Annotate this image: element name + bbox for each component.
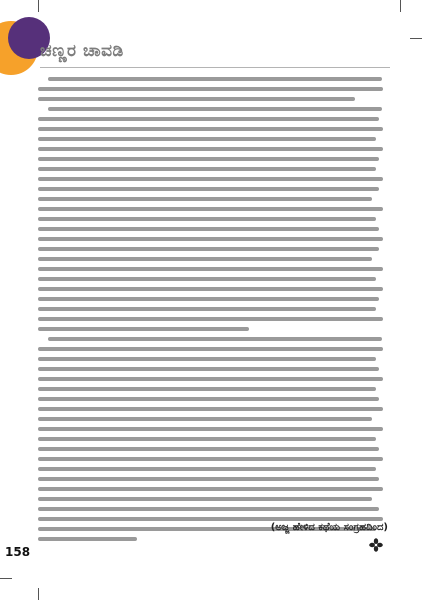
- crop-mark: [38, 588, 39, 600]
- crop-mark: [38, 0, 39, 12]
- story-paragraph: [38, 107, 390, 331]
- fleuron-ornament-icon: [369, 538, 383, 552]
- story-source-attribution: (ಅಜ್ಜ ಹೇಳಿದ ಕಥೆಯ ಸಂಗ್ರಹದಿಂದ): [270, 522, 388, 533]
- story-paragraph: [38, 77, 390, 101]
- crop-mark: [0, 578, 12, 579]
- page-number: 158: [5, 545, 31, 559]
- story-body: [38, 72, 390, 547]
- header-divider: [40, 67, 390, 68]
- crop-mark: [400, 0, 401, 12]
- section-title: ಚಣ್ಣರ ಚಾವಡಿ: [40, 41, 124, 61]
- story-paragraph: [38, 337, 390, 541]
- crop-mark: [410, 38, 422, 39]
